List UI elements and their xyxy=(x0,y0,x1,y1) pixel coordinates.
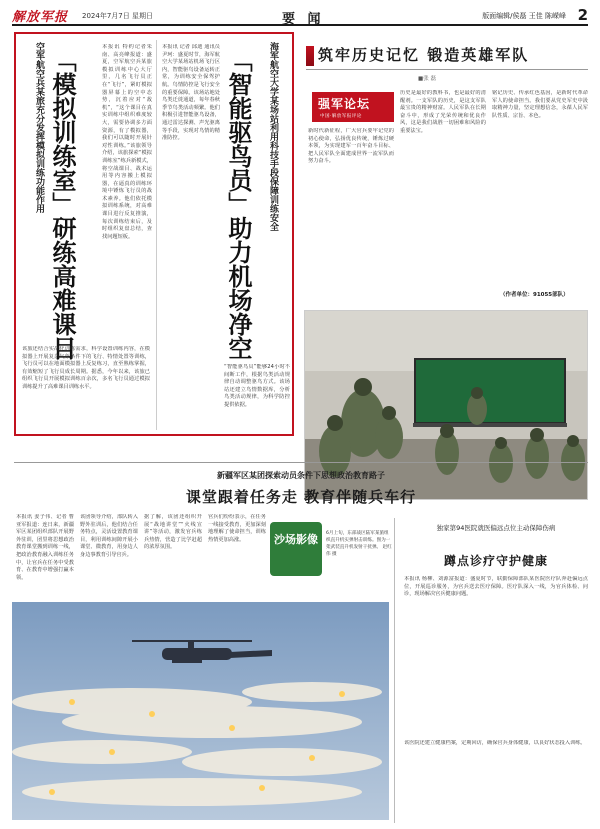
side-story-kicker: 独家第94医院就医偏远点位主动保障伤病 xyxy=(436,524,556,532)
right-story-col2: “智能驱鸟员”能够24小时不间断工作，根据鸟类活动规律自动调整驱鸟方式。该场站还建立鸟情数据库，分析鸟类活动规律，为科学防控提供依据。 xyxy=(224,364,290,408)
page-number: 2 xyxy=(577,6,588,24)
right-story-col1: 本报讯 记者 邱迪 通讯员 尹珂：盛夏时节，海军航空大学某场站机场飞行区内，智能驱鸟设备运转正常，为训练安全保驾护航。鸟情防控是飞行安全的重要保障。该场站地处鸟类迁徙通道，每年春秋季节鸟类活动频繁。他们积极引进智能驱鸟设备，通过雷达探测、声光驱离等手段，实现对鸟情的精准防控。 xyxy=(162,44,220,142)
right-story-headline: 「智能驱鸟员」助力机场净空 xyxy=(224,48,253,360)
bottom-story-col3: 据了解，该团还组织开展“战地讲堂”“火线宣讲”等活动，激发官兵练兵热情，营造了比学赶超的浓厚氛围。 xyxy=(144,514,202,551)
flag-icon xyxy=(306,46,314,66)
side-story-col2: 该医院还建立健康档案，定期回访，确保官兵身体健康，以良好状态投入训练。 xyxy=(404,740,586,746)
column-divider xyxy=(394,518,395,823)
section-divider xyxy=(14,462,588,463)
forum-badge-title: 强军论坛 xyxy=(318,97,371,111)
shaying-caption: 6月上旬，东部战区陆军某旅组织直升机实弹射击训练。图为一架武装直升机发射干扰弹。 赵红伟 摄 xyxy=(326,531,392,557)
feature-headline: 筑牢历史记忆 锻造英雄军队 xyxy=(318,46,530,64)
forum-badge xyxy=(312,92,394,122)
feature-author: （作者单位：91055部队） xyxy=(500,292,569,298)
shaying-badge-text: 沙场影像 xyxy=(274,533,318,546)
helicopter-flares-photo xyxy=(12,602,389,820)
side-story-headline: 蹲点诊疗守护健康 xyxy=(443,554,548,568)
feature-byline: ■张 磊 xyxy=(418,76,436,82)
left-story-headline: 「模拟训练室」研练高难课目 xyxy=(48,48,77,360)
masthead xyxy=(12,6,588,26)
bottom-story-col1: 本报讯 姜子伟、记者 曹亚军报道：连日来，新疆军区某团组织部队开展野外驻训，团里将思想政治教育课堂搬到训练一线，把政治教育融入训练任务中，让官兵在任务中受教育、在教育中增强打赢本领。 xyxy=(16,514,74,581)
box-divider xyxy=(156,40,157,430)
feature-col1: 历史是最好的教科书，也是最好的清醒剂。一支军队的历史，是这支军队最宝贵的精神财富。人民军队在长期奋斗中，形成了光荣传统和优良作风，这是我们战胜一切困难和风险的重要法宝。 xyxy=(400,90,486,134)
section-title: 要 闻 xyxy=(282,12,325,27)
newspaper-logo: 解放军报 xyxy=(12,10,69,25)
side-story-col1: 本报讯 杨柳、刘源富报道：盛夏时节，联勤保障部队某医院医疗队奔赴偏远点位，开展巡诊服务，为官兵送去医疗保障。医疗队深入一线，为官兵体检、问诊，现场解决官兵健康问题。 xyxy=(404,576,588,598)
left-story-col2: 该旅还结合实战化训练需求，科学设置训练内容，在模拟器上开展复杂气象条件下的飞行、特情处置等训练，飞行员可以在地面模拟器上反复练习，直至熟练掌握，有效缩短了飞行员成长周期。据悉，今年以来，该旅已组织飞行员开展模拟训练百余次，多名飞行员通过模拟训练提升了高难课目训练水平。 xyxy=(22,346,150,390)
bottom-story-headline: 课堂跟着任务走 教育伴随兵车行 xyxy=(185,488,417,506)
feature-col3: 新时代新征程，广大官兵要牢记党的初心使命，弘扬优良传统，锤炼过硬本领，为实现建军一百年奋斗目标、把人民军队全面建成世界一流军队而努力奋斗。 xyxy=(308,128,394,165)
feature-col2: 铭记历史、传承红色基因，是新时代革命军人的使命担当。我们要从党史军史中汲取精神力量，坚定理想信念，永葆人民军队性质、宗旨、本色。 xyxy=(492,90,588,119)
bottom-story-col4: 官兵们纷纷表示，在任务一线接受教育，更加深刻地理解了使命担当，训练热情更加高涨。 xyxy=(208,514,266,543)
featured-stories-box xyxy=(14,32,294,436)
forum-badge-sub: 中国·解放军报评论 xyxy=(320,114,362,119)
bottom-story-kicker: 新疆军区某团探索动员条件下思想政治教育路子 xyxy=(217,471,385,480)
page-editors: 版面编辑/侯磊 王佳 陈嵘峰 xyxy=(482,12,566,20)
feature-banner xyxy=(306,42,588,70)
left-story-kicker: 空军航空兵某旅充分发挥模拟训练功能作用 xyxy=(34,42,44,213)
issue-date: 2024年7月7日 星期日 xyxy=(82,12,153,20)
bottom-story-col2: 该团领导介绍，部队转入野外驻训后，他们结合任务特点，灵活设置教育课目，利用训练间隙开展小课堂、微教育，用身边人身边事教育引导官兵。 xyxy=(80,514,138,558)
shaying-badge xyxy=(270,522,322,576)
right-story-kicker: 海军航空大学某场站利用科技手段保障训练安全 xyxy=(268,42,278,231)
left-story-col1: 本报讯 特约记者朱南、高亮峰报道：盛夏，空军航空兵某旅模拟训练中心大厅里，几名飞行员正在“飞行”，紧盯模拟器屏幕上的空中态势，沉着应对“敌机”，“这个课目在真实训练中组织难度较大，需要协调多方面资源，有了模拟器，我们可以随时开展针对性训练。”该旅领导介绍，该旅探索“模拟训练室”练兵新模式，将空战课目、战术运用等内容搬上模拟器，在逼真的训练环境中锤炼飞行员的战术素养。他们依托模拟训练系统，对高难课目进行反复推演，每次训练结束后，及时组织复盘总结，查找问题短板。 xyxy=(102,44,152,240)
